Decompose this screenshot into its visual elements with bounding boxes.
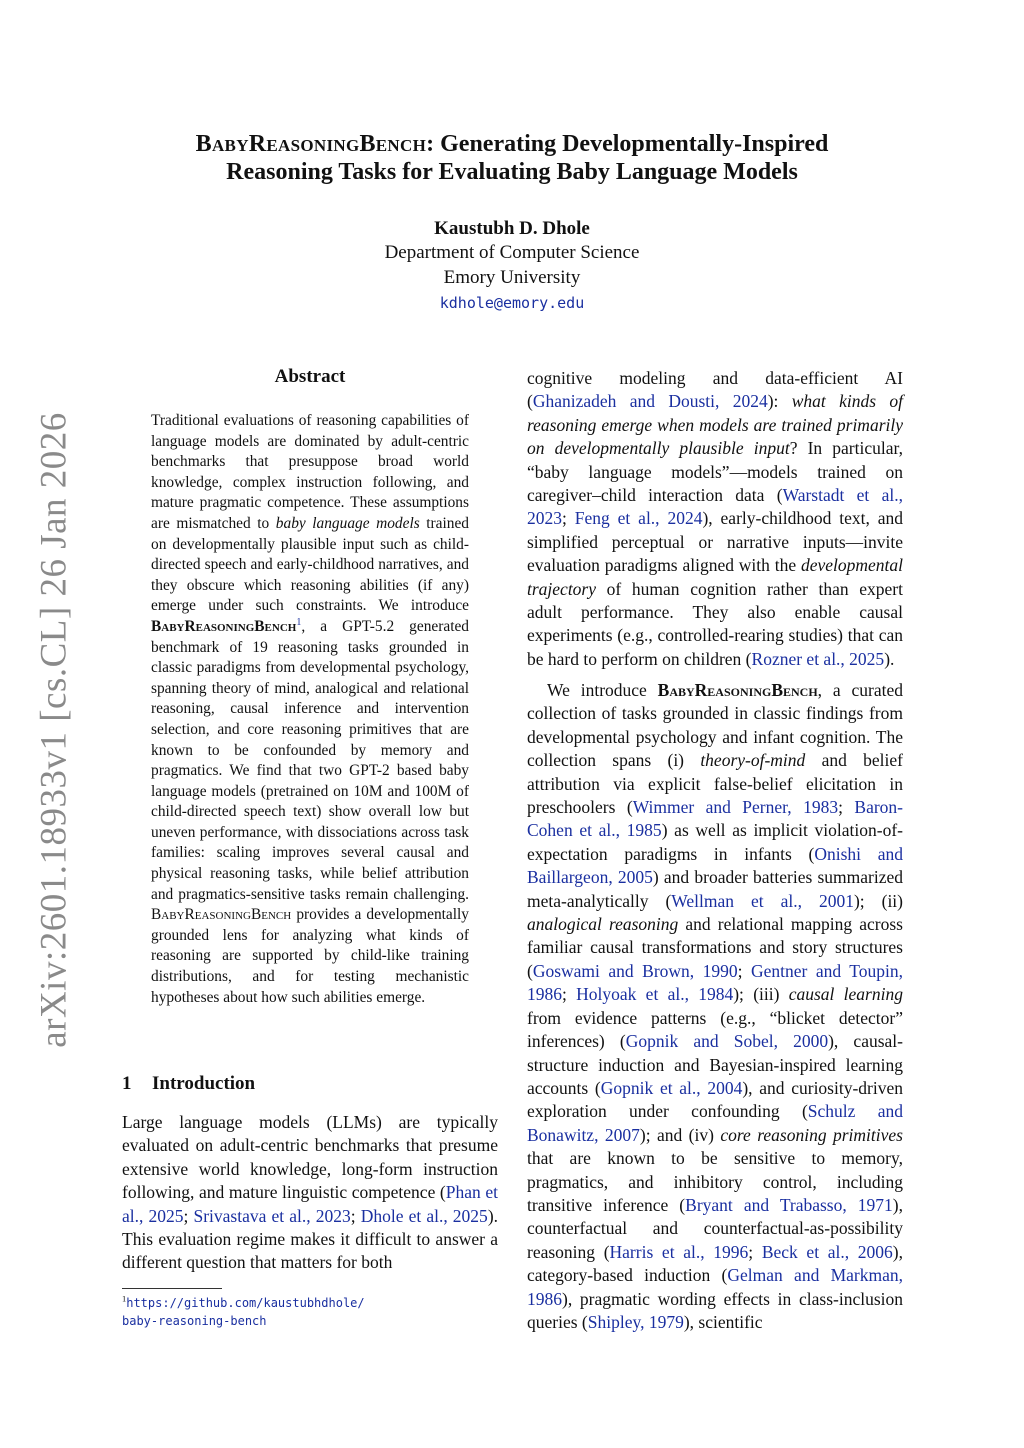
- citation-link[interactable]: Srivastava et al., 2023: [193, 1205, 351, 1226]
- footnote-ref[interactable]: 1: [296, 616, 302, 628]
- title-line-2: Reasoning Tasks for Evaluating Baby Language Models: [226, 159, 798, 185]
- arxiv-identifier: arXiv:2601.18933v1 [cs.CL] 26 Jan 2026: [33, 412, 75, 1048]
- citation-link[interactable]: Holyoak et al., 1984: [576, 984, 734, 1005]
- citation-link[interactable]: Gelman and Markman, 1986: [527, 1265, 903, 1309]
- citation-link[interactable]: Rozner et al., 2025: [751, 648, 885, 669]
- citation-link[interactable]: Ghanizadeh and Dousti, 2024: [532, 391, 768, 412]
- citation-link[interactable]: Dhole et al., 2025: [360, 1205, 488, 1226]
- right-column-paragraph-2: We introduce BabyReasoningBench, a curated collection of tasks grounded in classic findings from developmental psychology and infant cognition. The collection spans (i) theory-of-mind and belief attribution via explicit false-belief elicitation in preschoolers (Wimmer and Perner, 1983; Baron-Cohen et al., 1985) as well as implicit violation-of-expectation paradigms in infants (Onishi and Baillargeon, 2005) and broader batteries summarized meta-analytically (Wellman et al., 2001); (ii) analogical reasoning and relational mapping across familiar causal transformations and story structures (Goswami and Brown, 1990; Gentner and Toupin, 1986; Holyoak et al., 1984); (iii) causal learning from evidence patterns (e.g., “blicket detector” inferences) (Gopnik and Sobel, 2000), causal-structure induction and Bayesian-inspired learning accounts (Gopnik et al., 2004), and curiosity-driven exploration under confounding (Schulz and Bonawitz, 2007); and (iv) core reasoning primitives that are known to be sensitive to memory, pragmatics, and inhibitory control, including transitive inference (Bryant and Trabasso, 1971), counterfactual and counterfactual-as-possibility reasoning (Harris et al., 1996; Beck et al., 2006), category-based induction (Gelman and Markman, 1986), pragmatic wording effects in class-inclusion queries (Shipley, 1979), scientific: [527, 680, 904, 1332]
- footnote-url[interactable]: https://github.com/kaustubhdhole/: [126, 1296, 365, 1310]
- citation-link[interactable]: Shipley, 1979: [587, 1311, 684, 1332]
- abstract-body: Traditional evaluations of reasoning capabilities of language models are dominated by adult-centric benchmarks that presuppose broad world knowledge, complex instruction following, and mature pragmatic competence. These assumptions are mismatched to baby language models trained on developmentally plausible input such as child-directed speech and early-childhood narratives, and they obscure which reasoning abilities (if any) emerge under such constraints. We introduce BabyReasoningBench$^1$, a GPT-5.2 generated benchmark of 19 reasoning tasks grounded in classic paradigms from developmental psychology, spanning theory of mind, analogical and relational reasoning, causal inference and intervention selection, and core reasoning primitives that are known to be confounded by memory and pragmatics. We find that two GPT-2 based baby language models (pretrained on 10M and 100M of child-directed speech text) show overall low but uneven performance, with dissociations across task families: scaling improves several causal and physical reasoning tasks, while belief attribution and pragmatics-sensitive tasks remain challenging. BabyReasoningBench provides a developmentally grounded lens for analyzing what kinds of reasoning are supported by child-like training distributions, and for testing mechanistic hypotheses about how such abilities emerge.: [151, 412, 470, 1006]
- author-university: Emory University: [443, 267, 581, 288]
- citation-link[interactable]: Gentner and Toupin, 1986: [527, 960, 903, 1005]
- citation-link[interactable]: Warstadt et al., 2023: [527, 485, 903, 529]
- title-line-1: BabyReasoningBench: Generating Developmentally-Inspired: [195, 131, 829, 157]
- citation-link[interactable]: Phan et al., 2025: [122, 1182, 498, 1226]
- citation-link[interactable]: Wellman et al., 2001: [671, 890, 854, 911]
- benchmark-name: BabyReasoningBench: [657, 680, 818, 700]
- citation-link[interactable]: Schulz and Bonawitz, 2007: [527, 1101, 903, 1145]
- citation-link[interactable]: Beck et al., 2006: [761, 1241, 893, 1262]
- right-column-paragraph-1: cognitive modeling and data-efficient AI (Ghanizadeh and Dousti, 2024): what kinds of reasoning emerge when models are trained primarily on developmentally plausible input? In particular, “baby language models”—models trained on caregiver–child interaction data (Warstadt et al., 2023; Feng et al., 2024), early-childhood text, and simplified perceptual or narrative inputs—invite evaluation paradigms aligned with the developmental trajectory of human cognition rather than expert adult performance. They also enable causal experiments (e.g., controlled-rearing studies) that can be hard to perform on children (Rozner et al., 2025).: [527, 368, 903, 669]
- citation-link[interactable]: Baron-Cohen et al., 1985: [527, 797, 903, 841]
- introduction-paragraph: Large language models (LLMs) are typically evaluated on adult-centric benchmarks that presume extensive world knowledge, long-form instruction following, and mature linguistic competence (Phan et al., 2025; Srivastava et al., 2023; Dhole et al., 2025). This evaluation regime makes it difficult to answer a different question that matters for both: [122, 1112, 499, 1273]
- footnote: $^1$https://github.com/kaustubhdhole/ baby-reasoning-bench: [122, 1293, 365, 1328]
- citation-link[interactable]: Bryant and Trabasso, 1971: [685, 1194, 893, 1215]
- author-department: Department of Computer Science: [384, 242, 640, 263]
- abstract-heading: Abstract: [274, 366, 346, 387]
- benchmark-name: BabyReasoningBench: [151, 617, 297, 635]
- citation-link[interactable]: Harris et al., 1996: [609, 1241, 749, 1262]
- section-heading-introduction: 1 Introduction: [122, 1073, 256, 1094]
- paper-title: [0, 130, 1024, 186]
- citation-link[interactable]: Wimmer and Perner, 1983: [632, 797, 839, 818]
- citation-link[interactable]: Gopnik et al., 2004: [600, 1077, 743, 1098]
- citation-link[interactable]: Onishi and Baillargeon, 2005: [527, 843, 903, 888]
- benchmark-name: BabyReasoningBench: [195, 131, 427, 157]
- citation-link[interactable]: Goswami and Brown, 1990: [532, 960, 738, 981]
- author-name: Kaustubh D. Dhole: [434, 218, 590, 239]
- citation-link[interactable]: Feng et al., 2024: [574, 508, 703, 529]
- citation-link[interactable]: Gopnik and Sobel, 2000: [625, 1031, 829, 1052]
- footnote-url-cont[interactable]: baby-reasoning-bench: [122, 1314, 267, 1328]
- author-email[interactable]: kdhole@emory.edu: [439, 294, 585, 312]
- footnote-divider: [122, 1288, 222, 1289]
